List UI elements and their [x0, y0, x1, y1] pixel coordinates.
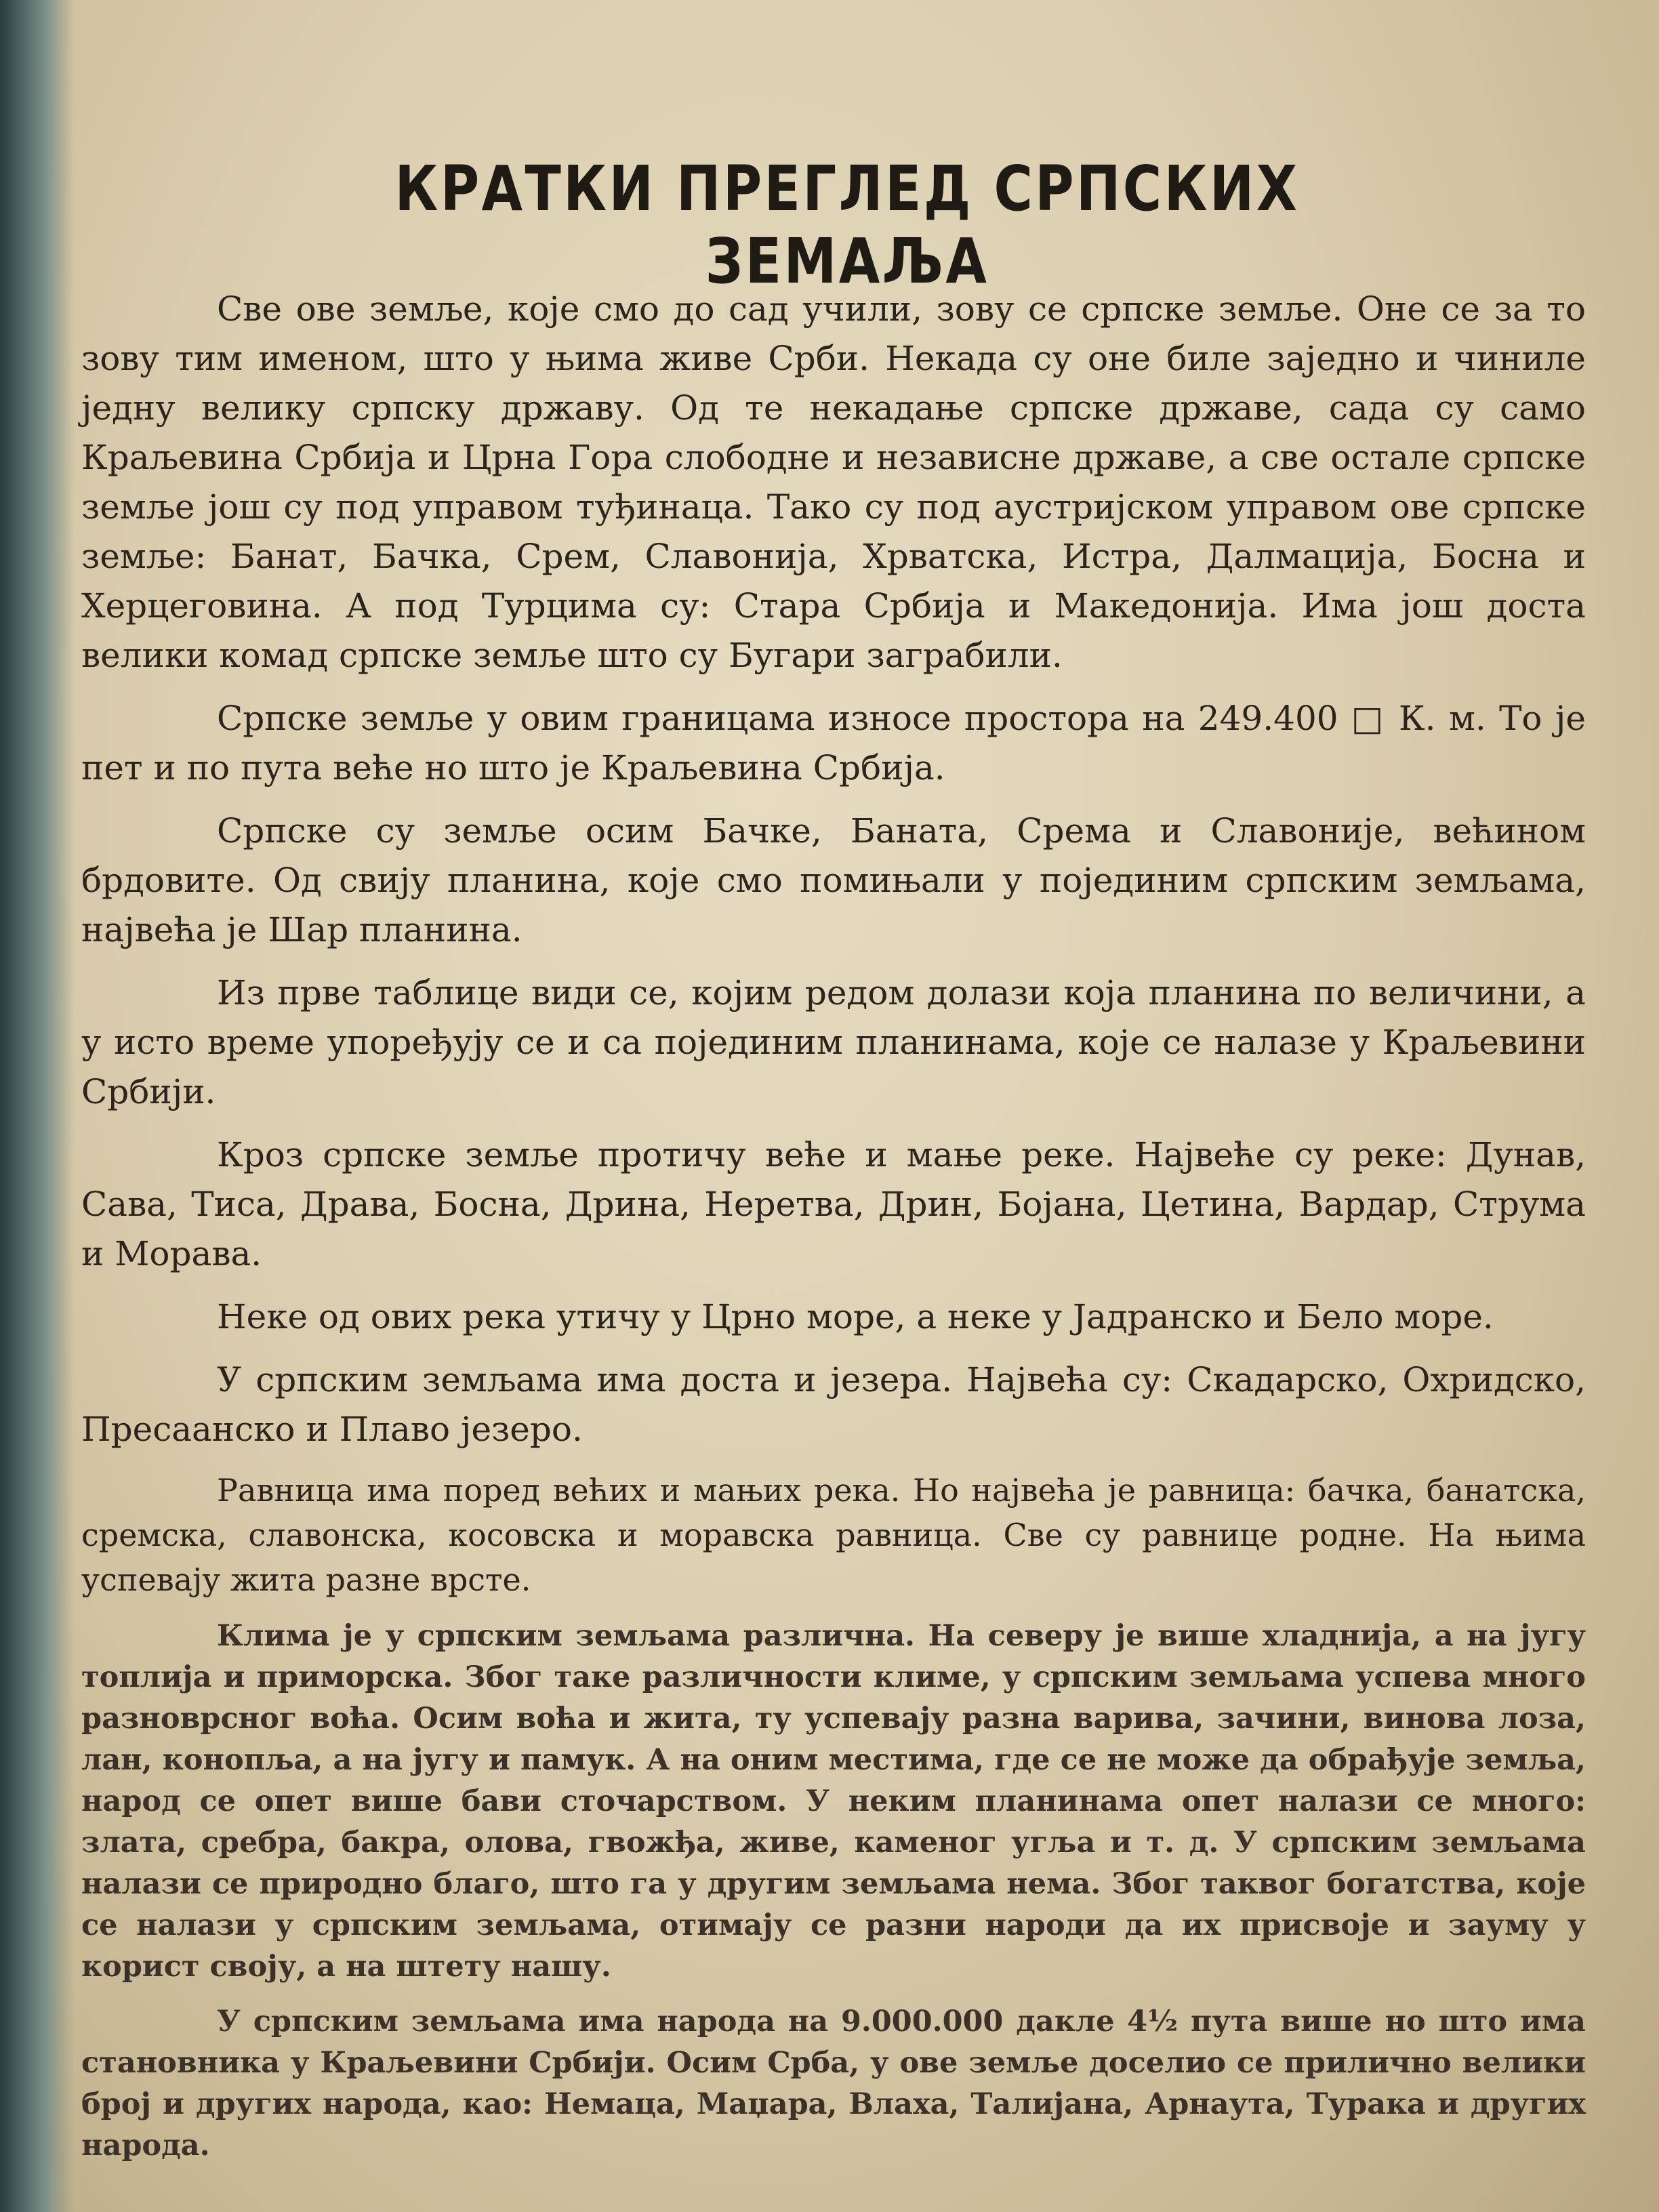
paragraph-4: Из прве таблице види се, којим редом долази која планина по величини, а у исто време упоређују се и са појединим планинама, које се налазе у Краљевини Србији. — [81, 973, 1586, 1111]
paragraph-10: У српским земљама има народа на 9.000.000 дакле 4½ пута више но што има становника у Краљевини Србији. Осим Срба, у ове земље доселио се прилично велики број и других народа, као: Немаца, Маџара, Влаха, Талијана, Арнаута, Турака и других народа. — [81, 2005, 1586, 2163]
paragraph-8: Равница има поред већих и мањих река. Но највећа је равница: бачка, банатска, сремска, славонска, косовска и моравска равница. Све су равнице родне. На њима успевају жита разне врсте. — [81, 1472, 1586, 1598]
paragraph-6: Неке од ових река утичу у Црно море, а неке у Јадранско и Бело море. — [217, 1297, 1494, 1336]
paragraph-1: Све ове земље, које смо до сад учили, зову се српске земље. Оне се за то зову тим именом, што у њима живе Срби. Некада су оне биле заједно и чиниле једну велику српску државу. Од те некадање српске државе, сада су само Краљевина Србија и Црна Гора слободне и независне државе, а све остале српске земље још су под управом туђинаца. Тако су под аустријском управом ове српске земље: Банат, Бачка, Срем, Славонија, Хрватска, Истра, Далмација, Босна и Херцеговина. А под Турцима су: Стара Србија и Македонија. Има још доста велики комад српске земље што су Бугари заграбили. — [81, 289, 1586, 675]
page-title: КРАТКИ ПРЕГЛЕД СРПСКИХ ЗЕМАЉА — [394, 152, 1300, 298]
book-spine-edge — [0, 0, 75, 2212]
paragraph-3: Српске су земље осим Бачке, Баната, Срема и Славоније, већином брдовите. Од свију планина, које смо помињали у појединим српским земљама, највећа је Шар планина. — [81, 811, 1586, 949]
paragraph-9: Клима је у српским земљама различна. На северу је више хладнија, а на југу топлија и приморска. Због таке различности климе, у српским земљама успева много разноврсног воћа. Осим воћа и жита, ту успевају разна варива, зачини, винова лоза, лан, конопља, а на југу и памук. А на оним местима, где се не може да обрађује земља, народ се опет више бави сточарством. У неким планинама опет налази се много: злата, сребра, бакра, олова, гвожђа, живе, каменог угља и т. д. У српским земљама налази се природно благо, што га у другим земљама нема. Због таквог богатства, које се налази у српским земљама, отимају се разни народи да их присвоје и зауму у корист своју, а на штету нашу. — [81, 1619, 1586, 1984]
page-body — [81, 285, 1586, 2167]
paragraph-5: Кроз српске земље протичу веће и мање реке. Највеће су реке: Дунав, Сава, Тиса, Драва, Босна, Дрина, Неретва, Дрин, Бојана, Цетина, Вардар, Струма и Морава. — [81, 1135, 1586, 1273]
paragraph-7: У српским земљама има доста и језера. Највећа су: Скадарско, Охридско, Пресаанско и Плаво језеро. — [81, 1360, 1586, 1449]
paragraph-2: Српске земље у овим границама износе простора на 249.400 □ К. м. То је пет и по пута веће но што је Краљевина Србија. — [81, 699, 1586, 787]
